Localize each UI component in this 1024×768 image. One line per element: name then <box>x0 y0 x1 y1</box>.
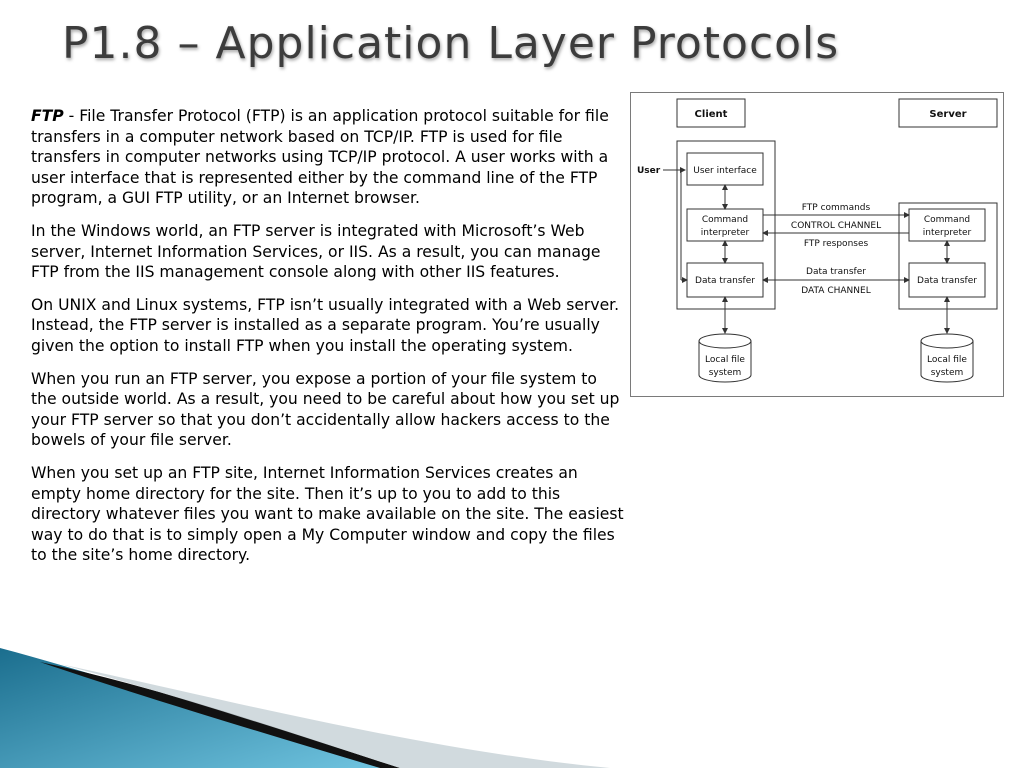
paragraph-ftp-site: When you set up an FTP site, Internet Information Services creates an empty home directory for the site. Then it’s up to you to add to this directory whatever files you want to make available on the site. The easiest way to do that is to simply open a My Computer window and copy the files to the site’s home directory. <box>31 463 624 565</box>
control-channel-label: CONTROL CHANNEL <box>790 221 882 231</box>
data-channel-label: DATA CHANNEL <box>801 286 871 296</box>
data-transfer-channel-label: Data transfer <box>806 267 866 277</box>
body-text <box>31 106 625 578</box>
server-data-label: Data transfer <box>917 276 977 286</box>
client-data-label: Data transfer <box>695 276 755 286</box>
ftp-diagram-svg <box>631 93 1003 396</box>
ftp-commands-label: FTP commands <box>801 203 871 213</box>
client-fs-line1: Local file <box>705 355 745 365</box>
slide-title: P1.8 – Application Layer Protocols <box>62 18 840 69</box>
server-fs-line1: Local file <box>927 355 967 365</box>
server-label: Server <box>929 109 967 120</box>
paragraph-security: When you run an FTP server, you expose a portion of your file system to the outside world. As a result, you need to be careful about how you set up your FTP server so that you don’t accidentally allow hackers access to the bowels of your file server. <box>31 369 620 450</box>
user-interface-label: User interface <box>693 166 757 176</box>
server-command-line1: Command <box>923 215 971 225</box>
client-command-line2: interpreter <box>700 228 750 238</box>
paragraph-ftp-definition <box>31 106 625 209</box>
paragraph-ftp-definition-text: - File Transfer Protocol (FTP) is an application protocol suitable for file transfers in a computer network based on TCP/IP. FTP is used for file transfers in computer networks using TCP/IP protocol. A user works with a user interface that is represented either by the command line of the FTP program, a GUI FTP utility, or an Internet browser. <box>31 107 609 208</box>
paragraph-windows: In the Windows world, an FTP server is integrated with Microsoft’s Web server, Internet Information Services, or IIS. As a result, you can manage FTP from the IIS management console along with other IIS features. <box>31 221 601 282</box>
client-fs-line2: system <box>708 368 742 378</box>
user-label: User <box>637 166 661 176</box>
server-command-line2: interpreter <box>922 228 972 238</box>
ftp-responses-label: FTP responses <box>803 239 869 249</box>
decorative-swoosh <box>0 640 1024 768</box>
ftp-diagram <box>630 92 1004 397</box>
server-fs-line2: system <box>930 368 964 378</box>
ftp-term: FTP <box>31 107 64 125</box>
paragraph-unix: On UNIX and Linux systems, FTP isn’t usually integrated with a Web server. Instead, the FTP server is installed as a separate program. You’re usually given the option to install FTP when you install the operating system. <box>31 295 620 355</box>
client-label: Client <box>694 109 728 120</box>
client-command-line1: Command <box>701 215 749 225</box>
